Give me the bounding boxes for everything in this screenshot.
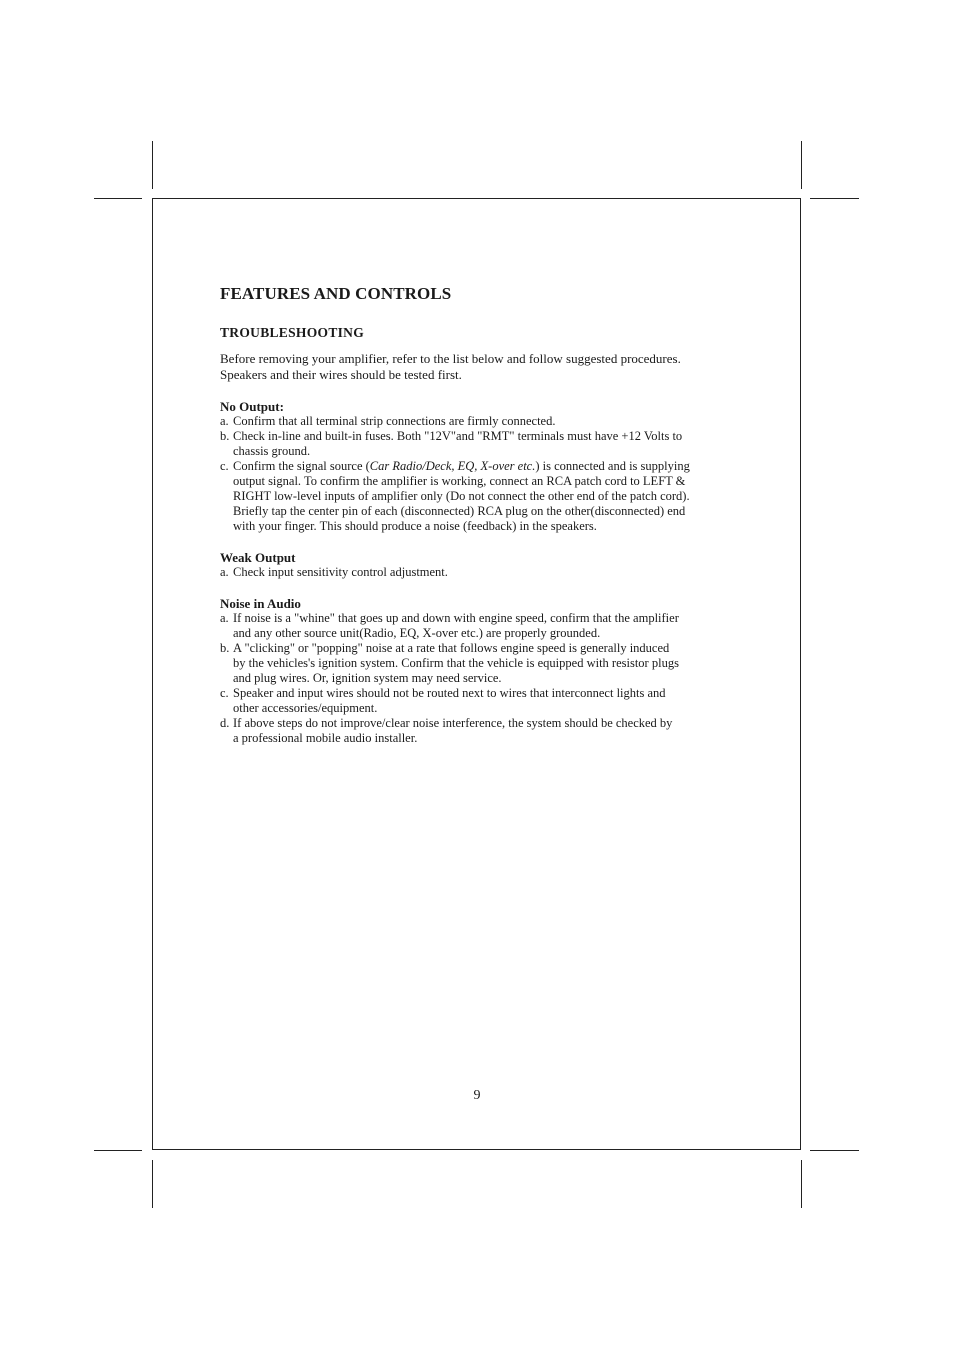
item-line: Briefly tap the center pin of each (disconnected) RCA plug on the other(disconnected) end [233, 504, 686, 518]
item-text: ) is connected and is supplying [535, 459, 690, 473]
crop-mark-top-left-horizontal [94, 198, 142, 199]
no-output-heading: No Output: [220, 399, 284, 414]
item-line: A "clicking" or "popping" noise at a rate that follows engine speed is generally induced [233, 641, 670, 655]
item-line [233, 459, 750, 474]
list-marker: b. [220, 641, 230, 655]
item-line: other accessories/equipment. [233, 701, 378, 715]
section-title: TROUBLESHOOTING [220, 325, 365, 340]
intro-line: Speakers and their wires should be tested first. [220, 367, 462, 382]
item-text: Confirm the signal source ( [233, 459, 370, 473]
item-line: output signal. To confirm the amplifier is working, connect an RCA patch cord to LEFT & [233, 474, 686, 488]
item-line: Check in-line and built-in fuses. Both "12V"and "RMT" terminals must have +12 Volts to [233, 429, 683, 443]
crop-mark-top-right-vertical [801, 141, 802, 189]
item-line: Confirm that all terminal strip connections are firmly connected. [233, 414, 556, 428]
list-item [220, 459, 750, 534]
list-item [220, 716, 750, 746]
item-line: and any other source unit(Radio, EQ, X-over etc.) are properly grounded. [233, 626, 601, 640]
item-line: by the vehicles's ignition system. Confirm that the vehicle is equipped with resistor plugs [233, 656, 679, 670]
list-item [220, 565, 750, 580]
list-marker: c. [220, 686, 229, 700]
no-output-list [220, 414, 750, 534]
page-content [220, 283, 750, 746]
crop-mark-bottom-left-vertical [152, 1160, 153, 1208]
crop-mark-top-left-vertical [152, 141, 153, 189]
item-line: chassis ground. [233, 444, 311, 458]
page-title: FEATURES AND CONTROLS [220, 284, 452, 303]
crop-mark-bottom-right-vertical [801, 1160, 802, 1208]
crop-mark-bottom-right-horizontal [810, 1150, 859, 1151]
list-item [220, 641, 750, 686]
noise-in-audio-list [220, 611, 750, 746]
list-item [220, 611, 750, 641]
intro-paragraph [220, 351, 750, 383]
list-item [220, 429, 750, 459]
item-italic-text: Car Radio/Deck, EQ, X-over etc. [369, 459, 536, 473]
crop-mark-bottom-left-horizontal [94, 1150, 142, 1151]
item-line: If noise is a "whine" that goes up and down with engine speed, confirm that the amplifier [233, 611, 679, 625]
item-line: RIGHT low-level inputs of amplifier only (Do not connect the other end of the patch cord). [233, 489, 690, 503]
item-line: and plug wires. Or, ignition system may need service. [233, 671, 502, 685]
list-item [220, 686, 750, 716]
list-marker: d. [220, 716, 230, 730]
item-line: If above steps do not improve/clear noise interference, the system should be checked by [233, 716, 673, 730]
weak-output-heading: Weak Output [220, 550, 296, 565]
list-item [220, 414, 750, 429]
list-marker: a. [220, 565, 229, 579]
item-line: a professional mobile audio installer. [233, 731, 418, 745]
noise-in-audio-heading: Noise in Audio [220, 596, 301, 611]
weak-output-list [220, 565, 750, 580]
page-number: 9 [473, 1088, 481, 1103]
list-marker: a. [220, 611, 229, 625]
list-marker: b. [220, 429, 230, 443]
list-marker: c. [220, 459, 229, 473]
crop-mark-top-right-horizontal [810, 198, 859, 199]
intro-line: Before removing your amplifier, refer to the list below and follow suggested procedures. [220, 351, 681, 366]
item-line: with your finger. This should produce a noise (feedback) in the speakers. [233, 519, 597, 533]
item-line: Speaker and input wires should not be routed next to wires that interconnect lights and [233, 686, 666, 700]
list-marker: a. [220, 414, 229, 428]
item-line: Check input sensitivity control adjustment. [233, 565, 448, 579]
